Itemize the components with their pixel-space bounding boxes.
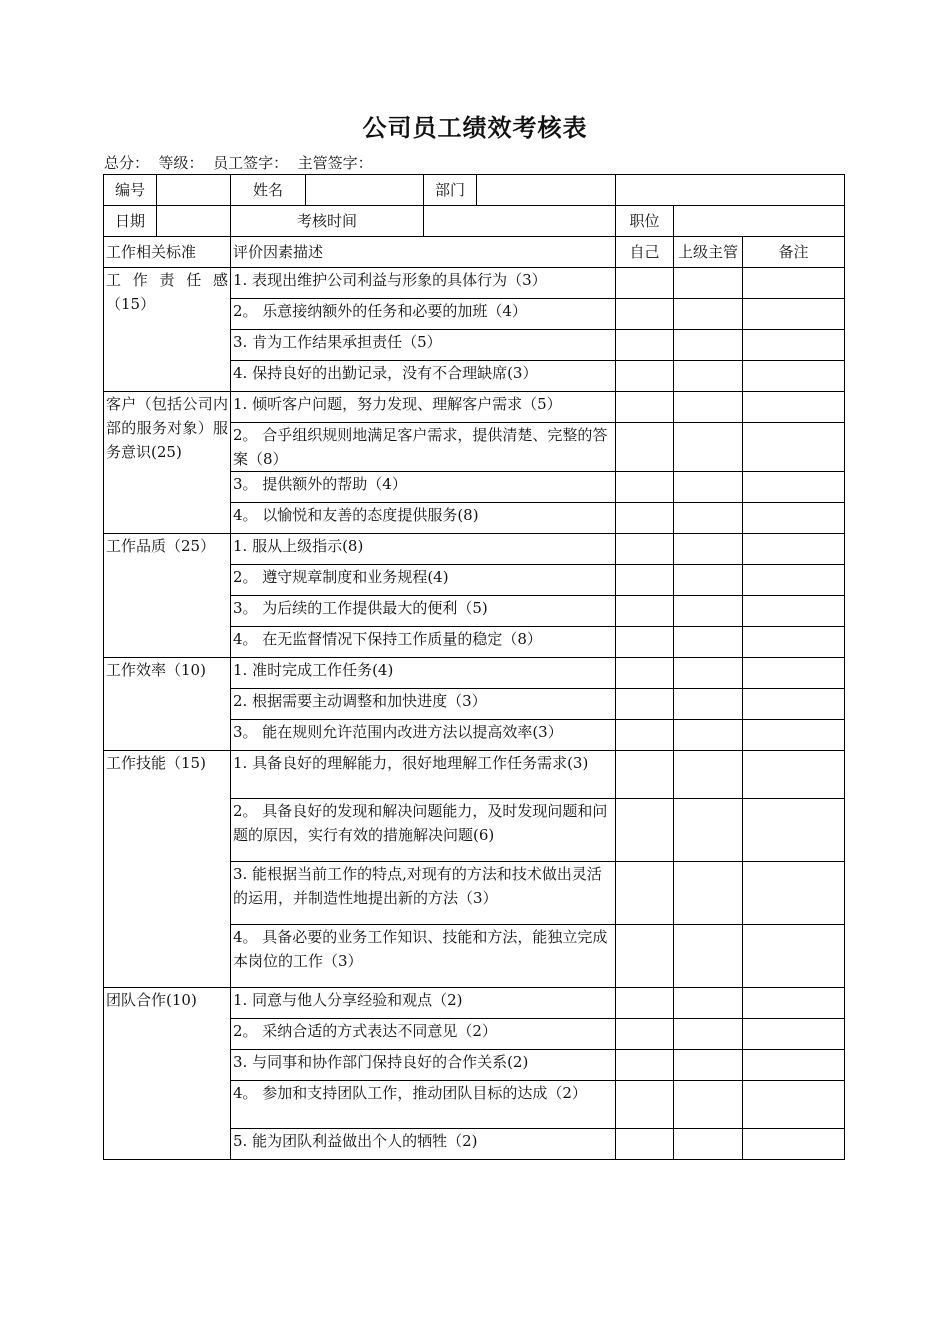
supervisor-score-cell[interactable] <box>674 268 743 299</box>
criterion: 4。 参加和支持团队工作，推动团队目标的达成（2） <box>231 1081 616 1129</box>
col-remarks: 备注 <box>743 237 845 268</box>
self-score-cell[interactable] <box>616 330 674 361</box>
supervisor-score-cell[interactable] <box>674 1081 743 1129</box>
remarks-cell[interactable] <box>743 392 845 423</box>
criterion: 3。 提供额外的帮助（4） <box>231 472 616 503</box>
remarks-cell[interactable] <box>743 1129 845 1160</box>
remarks-cell[interactable] <box>743 658 845 689</box>
criterion: 3. 能根据当前工作的特点,对现有的方法和技术做出灵活的运用，并制造性地提出新的方法（3） <box>231 862 616 925</box>
supervisor-score-cell[interactable] <box>674 988 743 1019</box>
criterion: 2. 根据需要主动调整和加快进度（3） <box>231 689 616 720</box>
col-supervisor: 上级主管 <box>674 237 743 268</box>
table-row <box>104 658 845 689</box>
self-score-cell[interactable] <box>616 361 674 392</box>
criterion: 1. 同意与他人分享经验和观点（2) <box>231 988 616 1019</box>
supervisor-score-cell[interactable] <box>674 503 743 534</box>
id-label: 编号 <box>104 175 157 206</box>
criterion: 1. 倾听客户问题，努力发现、理解客户需求（5） <box>231 392 616 423</box>
table-row <box>104 751 845 799</box>
criterion: 2。 乐意接纳额外的任务和必要的加班（4） <box>231 299 616 330</box>
header-row-2 <box>104 206 845 237</box>
column-header-row <box>104 237 845 268</box>
self-score-cell[interactable] <box>616 392 674 423</box>
remarks-cell[interactable] <box>743 862 845 925</box>
criterion: 4。 以愉悦和友善的态度提供服务(8) <box>231 503 616 534</box>
remarks-cell[interactable] <box>743 299 845 330</box>
self-score-cell[interactable] <box>616 503 674 534</box>
category-efficiency: 工作效率（10) <box>104 658 231 751</box>
position-field[interactable] <box>674 206 845 237</box>
criterion: 2。 遵守规章制度和业务规程(4) <box>231 565 616 596</box>
supervisor-score-cell[interactable] <box>674 392 743 423</box>
category-skills: 工作技能（15) <box>104 751 231 988</box>
supervisor-score-cell[interactable] <box>674 689 743 720</box>
criterion: 2。 合乎组织规则地满足客户需求，提供清楚、完整的答案（8） <box>231 423 616 472</box>
self-score-cell[interactable] <box>616 627 674 658</box>
supervisor-score-cell[interactable] <box>674 361 743 392</box>
remarks-cell[interactable] <box>743 720 845 751</box>
self-score-cell[interactable] <box>616 1129 674 1160</box>
supervisor-score-cell[interactable] <box>674 925 743 988</box>
criterion: 1. 表现出维护公司利益与形象的具体行为（3） <box>231 268 616 299</box>
remarks-cell[interactable] <box>743 751 845 799</box>
self-score-cell[interactable] <box>616 534 674 565</box>
criterion: 3. 肯为工作结果承担责任（5） <box>231 330 616 361</box>
header-blank-cell[interactable] <box>616 175 845 206</box>
criterion: 3。 为后续的工作提供最大的便利（5) <box>231 596 616 627</box>
criterion: 5. 能为团队利益做出个人的牺牲（2) <box>231 1129 616 1160</box>
self-score-cell[interactable] <box>616 751 674 799</box>
remarks-cell[interactable] <box>743 472 845 503</box>
self-score-cell[interactable] <box>616 925 674 988</box>
remarks-cell[interactable] <box>743 534 845 565</box>
supervisor-score-cell[interactable] <box>674 1129 743 1160</box>
date-field[interactable] <box>157 206 231 237</box>
category-work-quality: 工作品质（25） <box>104 534 231 658</box>
dept-field[interactable] <box>477 175 616 206</box>
category-responsibility: 工 作 责 任 感（15） <box>104 268 231 392</box>
self-score-cell[interactable] <box>616 799 674 862</box>
date-label: 日期 <box>104 206 157 237</box>
remarks-cell[interactable] <box>743 423 845 472</box>
dept-label: 部门 <box>424 175 477 206</box>
self-score-cell[interactable] <box>616 472 674 503</box>
supervisor-score-cell[interactable] <box>674 596 743 627</box>
id-field[interactable] <box>157 175 231 206</box>
remarks-cell[interactable] <box>743 1081 845 1129</box>
period-label: 考核时间 <box>231 206 424 237</box>
position-label: 职位 <box>616 206 674 237</box>
col-standard: 工作相关标准 <box>104 237 231 268</box>
self-score-cell[interactable] <box>616 689 674 720</box>
criterion: 3. 与同事和协作部门保持良好的合作关系(2) <box>231 1050 616 1081</box>
criterion: 4. 保持良好的出勤记录，没有不合理缺席(3） <box>231 361 616 392</box>
header-row-1 <box>104 175 845 206</box>
criterion: 1. 服从上级指示(8) <box>231 534 616 565</box>
criterion: 4。 在无监督情况下保持工作质量的稳定（8） <box>231 627 616 658</box>
category-customer-service: 客户（包括公司内部的服务对象）服务意识(25) <box>104 392 231 534</box>
remarks-cell[interactable] <box>743 268 845 299</box>
remarks-cell[interactable] <box>743 1019 845 1050</box>
criterion: 2。 采纳合适的方式表达不同意见（2） <box>231 1019 616 1050</box>
supervisor-score-cell[interactable] <box>674 534 743 565</box>
name-label: 姓名 <box>231 175 306 206</box>
summary-line: 总分： 等级： 员工签字： 主管签字： <box>104 154 373 172</box>
supervisor-score-cell[interactable] <box>674 1019 743 1050</box>
table-row <box>104 392 845 423</box>
criterion: 2。 具备良好的发现和解决问题能力，及时发现问题和问题的原因，实行有效的措施解决问题(6) <box>231 799 616 862</box>
self-score-cell[interactable] <box>616 268 674 299</box>
self-score-cell[interactable] <box>616 988 674 1019</box>
supervisor-score-cell[interactable] <box>674 330 743 361</box>
supervisor-score-cell[interactable] <box>674 299 743 330</box>
supervisor-score-cell[interactable] <box>674 472 743 503</box>
supervisor-score-cell[interactable] <box>674 720 743 751</box>
self-score-cell[interactable] <box>616 720 674 751</box>
supervisor-score-cell[interactable] <box>674 862 743 925</box>
remarks-cell[interactable] <box>743 988 845 1019</box>
self-score-cell[interactable] <box>616 299 674 330</box>
self-score-cell[interactable] <box>616 423 674 472</box>
col-self: 自己 <box>616 237 674 268</box>
self-score-cell[interactable] <box>616 658 674 689</box>
self-score-cell[interactable] <box>616 565 674 596</box>
remarks-cell[interactable] <box>743 627 845 658</box>
remarks-cell[interactable] <box>743 799 845 862</box>
remarks-cell[interactable] <box>743 1050 845 1081</box>
appraisal-table <box>103 174 845 1160</box>
remarks-cell[interactable] <box>743 503 845 534</box>
col-description: 评价因素描述 <box>231 237 616 268</box>
criterion: 4。 具备必要的业务工作知识、技能和方法，能独立完成本岗位的工作（3） <box>231 925 616 988</box>
remarks-cell[interactable] <box>743 565 845 596</box>
supervisor-score-cell[interactable] <box>674 1050 743 1081</box>
period-field[interactable] <box>424 206 616 237</box>
self-score-cell[interactable] <box>616 596 674 627</box>
criterion: 1. 具备良好的理解能力，很好地理解工作任务需求(3) <box>231 751 616 799</box>
category-teamwork: 团队合作(10) <box>104 988 231 1160</box>
name-field[interactable] <box>306 175 424 206</box>
remarks-cell[interactable] <box>743 596 845 627</box>
self-score-cell[interactable] <box>616 1050 674 1081</box>
self-score-cell[interactable] <box>616 1019 674 1050</box>
remarks-cell[interactable] <box>743 689 845 720</box>
table-row <box>104 268 845 299</box>
criterion: 3。 能在规则允许范围内改进方法以提高效率(3） <box>231 720 616 751</box>
self-score-cell[interactable] <box>616 862 674 925</box>
supervisor-score-cell[interactable] <box>674 627 743 658</box>
remarks-cell[interactable] <box>743 925 845 988</box>
self-score-cell[interactable] <box>616 1081 674 1129</box>
table-row <box>104 534 845 565</box>
supervisor-score-cell[interactable] <box>674 799 743 862</box>
supervisor-score-cell[interactable] <box>674 751 743 799</box>
supervisor-score-cell[interactable] <box>674 423 743 472</box>
form-title: 公司员工绩效考核表 <box>362 113 588 142</box>
remarks-cell[interactable] <box>743 330 845 361</box>
criterion: 1. 准时完成工作任务(4) <box>231 658 616 689</box>
table-row <box>104 988 845 1019</box>
supervisor-score-cell[interactable] <box>674 658 743 689</box>
supervisor-score-cell[interactable] <box>674 565 743 596</box>
remarks-cell[interactable] <box>743 361 845 392</box>
